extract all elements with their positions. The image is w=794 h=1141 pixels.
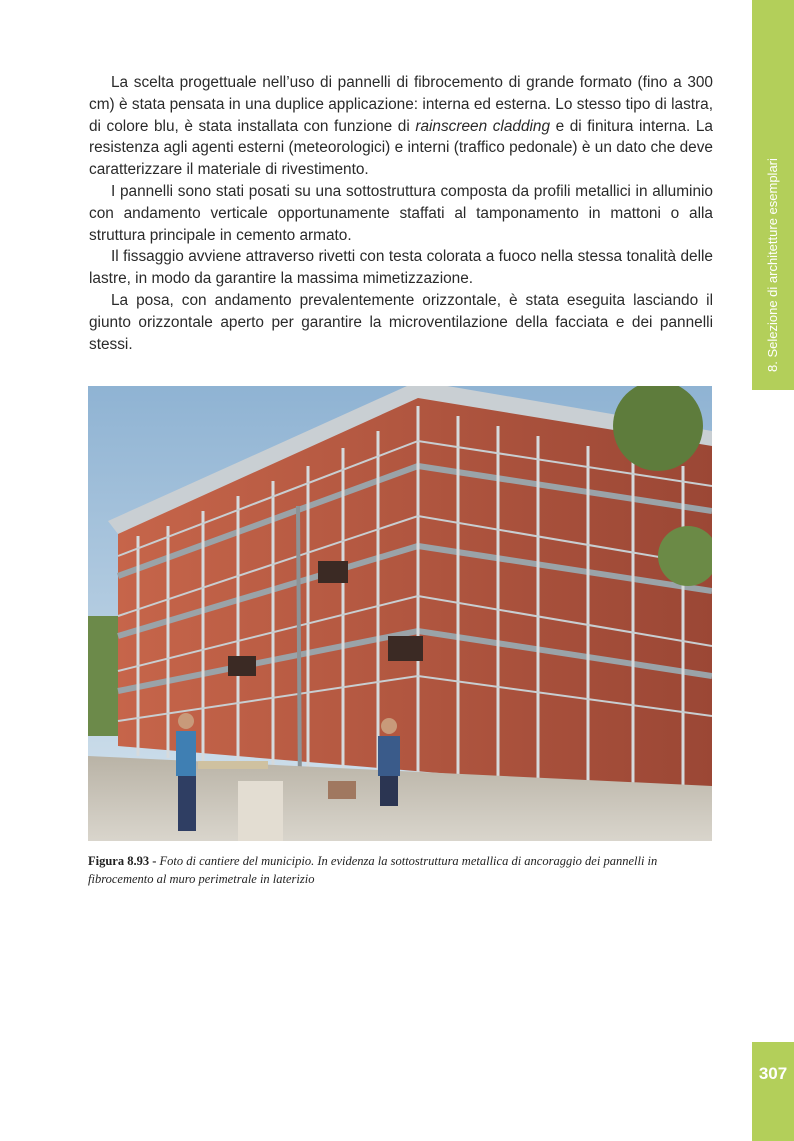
paragraph-2: I pannelli sono stati posati su una sottostruttura composta da profili metallici in alluminio con andamento verticale opportunamente staffati al tamponamento in mattoni o alla struttura principale in cemento armato. xyxy=(89,182,713,244)
paragraph-3: Il fissaggio avviene attraverso rivetti con testa colorata a fuoco nella stessa tonalità delle lastre, in modo da garantire la massima mimetizzazione. xyxy=(89,248,713,288)
body-text xyxy=(89,72,713,355)
construction-site-photo xyxy=(88,386,712,841)
figure-label: Figura 8.93 - xyxy=(88,854,160,868)
paragraph-1: La scelta progettuale nell’uso di pannelli di fibrocemento di grande formato (fino a 300 cm) è stata pensata in una duplice applicazione: interna ed esterna. Lo stesso tipo di lastra, di colore blu, è stata installata con funzione di rainscreen cladding e di finitura interna. La resistenza agli agenti esterni (meteorologici) e interni (traffico pedonale) è un dato che deve caratterizzare il materiale di rivestimento. xyxy=(89,74,713,179)
chapter-side-tab: 8. Selezione di architetture esemplari xyxy=(752,0,794,390)
figure-caption-text: Foto di cantiere del municipio. In evidenza la sottostruttura metallica di ancoraggio dei pannelli in fibrocemento al muro perimetrale in laterizio xyxy=(88,854,658,886)
figure-caption xyxy=(88,853,712,888)
paragraph-4: La posa, con andamento prevalentemente orizzontale, è stata eseguita lasciando il giunto orizzontale aperto per garantire la microventilazione della facciata e dei pannelli stessi. xyxy=(89,291,713,353)
page-number-tab xyxy=(752,1042,794,1141)
page-number: 307 xyxy=(758,1064,788,1083)
